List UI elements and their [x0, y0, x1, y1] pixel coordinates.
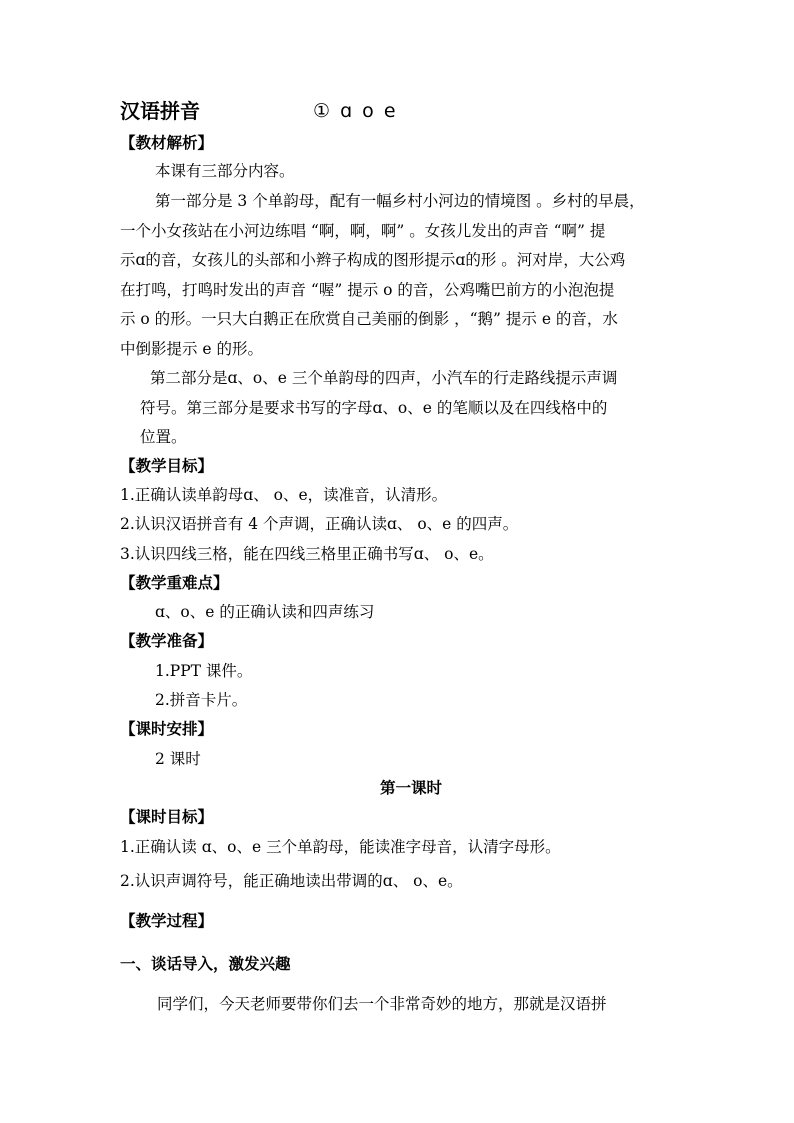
analysis-line: 中倒影提示 e 的形。	[120, 340, 264, 358]
section-heading-lesson-goals: 【课时目标】	[120, 807, 214, 826]
analysis-line: 位置。	[140, 428, 187, 446]
lesson-one-title: 第一课时	[380, 778, 443, 797]
section-heading-schedule: 【课时安排】	[120, 719, 214, 738]
section-heading-goals: 【教学目标】	[120, 456, 214, 475]
section-heading-key-points: 【教学重难点】	[120, 573, 229, 592]
analysis-line: 在打鸣，打鸣时发出的声音 “喔” 提示 o 的音，公鸡嘴巴前方的小泡泡提	[120, 281, 615, 299]
preparation-item: 2.拼音卡片。	[155, 691, 248, 709]
lesson-goal-item: 1.正确认读 ɑ、o、e 三个单韵母，能读准字母音，认清字母形。	[120, 838, 561, 856]
analysis-line: 符号。第三部分是要求书写的字母ɑ、o、e 的笔顺以及在四线格中的	[140, 399, 608, 417]
lesson-label: ① ɑ o e	[313, 100, 398, 122]
analysis-line: 一个小女孩站在小河边练唱 “啊，啊，啊” 。女孩儿发出的声音 “啊” 提	[120, 222, 606, 240]
preparation-item: 1.PPT 课件。	[155, 662, 253, 680]
analysis-line: 第一部分是 3 个单韵母，配有一幅乡村小河边的情境图 。乡村的早晨，	[155, 192, 645, 210]
goal-item: 1.正确认读单韵母ɑ、 o、e，读准音，认清形。	[120, 486, 448, 504]
key-points-text: ɑ、o、e 的正确认读和四声练习	[155, 603, 375, 621]
section-heading-process: 【教学过程】	[120, 911, 214, 930]
analysis-line: 本课有三部分内容。	[155, 162, 295, 180]
goal-item: 3.认识四线三格，能在四线三格里正确书写ɑ、 o、e。	[120, 545, 494, 563]
step-one-text: 同学们，今天老师要带你们去一个非常奇妙的地方，那就是汉语拼	[157, 995, 607, 1013]
schedule-text: 2 课时	[155, 750, 201, 768]
goal-item: 2.认识汉语拼音有 4 个声调，正确认读ɑ、 o、e 的四声。	[120, 515, 519, 533]
lesson-goal-item: 2.认识声调符号，能正确地读出带调的ɑ、 o、e。	[120, 872, 463, 890]
section-heading-analysis: 【教材解析】	[120, 133, 214, 152]
analysis-line: 示 o 的形。一只大白鹅正在欣赏自己美丽的倒影 ，“鹅” 提示 e 的音，水	[120, 310, 618, 328]
analysis-line: 第二部分是ɑ、o、e 三个单韵母的四声，小汽车的行走路线提示声调	[150, 369, 618, 387]
step-one-heading: 一、谈话导入，激发兴趣	[120, 954, 291, 973]
section-heading-preparation: 【教学准备】	[120, 631, 214, 650]
doc-title: 汉语拼音	[120, 99, 200, 123]
analysis-line: 示ɑ的音，女孩儿的头部和小辫子构成的图形提示ɑ的形 。河对岸，大公鸡	[120, 251, 626, 269]
